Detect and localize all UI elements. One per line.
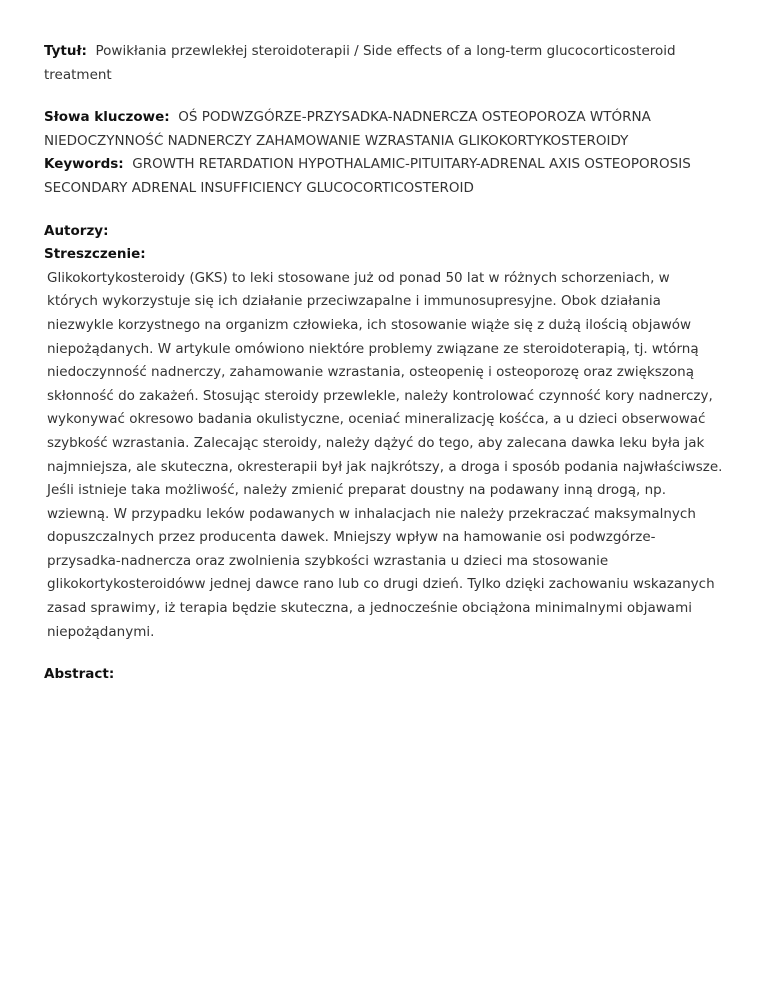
keywords-pl-value: OŚ PODWZGÓRZE-PRZYSADKA-NADNERCZA OSTEOPOROZA WTÓRNA NIEDOCZYNNOŚĆ NADNERCZY ZAHAMOWANIE WZRASTANIA GLIKOKORTYKOSTEROIDY [44,109,651,149]
keywords-en-label: Keywords: [44,156,124,173]
title-label: Tytuł: [44,43,87,59]
title-line [44,40,724,87]
summary-text: Glikokortykosteroidy (GKS) to leki stosowane już od ponad 50 lat w różnych schorzeniach, w których wykorzystuje się ich działanie przeciwzapalne i immunosupresyjne. Obok działania niezwykle korzystnego na organizm człowieka, ich stosowanie wiąże się z dużą ilością objawów niepożądanych. W artykule omówiono niektóre problemy związane ze steroidoterapią, tj. wtórną niedoczynność nadnerczy, zahamowanie wzrastania, osteopenię i osteoporozę oraz zwiększoną skłonność do zakażeń. Stosując steroidy przewlekle, należy kontrolować czynność kory nadnerczy, wykonywać okresowo badania okulistyczne, oceniać mineralizację kośćca, a u dzieci obserwować szybkość wzrastania. Zalecając steroidy, należy dążyć do tego, aby zalecana dawka leku była jak najmniejsza, ale skuteczna, okresterapii był jak najkrótszy, a droga i sposób podania najwłaściwsze. Jeśli istnieje taka możliwość, należy zmienić preparat doustny na podawany inną drogą, np. wziewną. W przypadku leków podawanych w inhalacjach nie należy przekraczać maksymalnych dopuszczalnych przez producenta dawek. Mniejszy wpływ na hamowanie osi podwzgórze-przysadka-nadnercza oraz zwolnienia szybkości wzrastania u dzieci ma stosowanie glikokortykosteroidóww jednej dawce rano lub co drugi dzień. Tylko dzięki zachowaniu wskazanych zasad sprawimy, iż terapia będzie skuteczna, a jednocześnie obciążona minimalnymi objawami niepożądanymi. [47,269,723,640]
summary-heading [44,243,724,267]
keywords-pl-line [44,106,724,153]
authors-line [44,220,724,244]
title-value: Powikłania przewlekłej steroidoterapii / Side effects of a long-term glucocorticosteroid treatment [44,43,676,83]
keywords-en-line [44,153,724,200]
keywords-en-value: GROWTH RETARDATION HYPOTHALAMIC-PITUITARY-ADRENAL AXIS OSTEOPOROSIS SECONDARY ADRENAL INSUFFICIENCY GLUCOCORTICOSTEROID [44,156,691,196]
abstract-label: Abstract: [44,666,115,683]
abstract-heading [44,663,724,687]
document-page [44,40,724,687]
summary-label: Streszczenie: [44,246,146,263]
keywords-pl-label: Słowa kluczowe: [44,109,170,126]
authors-label: Autorzy: [44,222,109,239]
